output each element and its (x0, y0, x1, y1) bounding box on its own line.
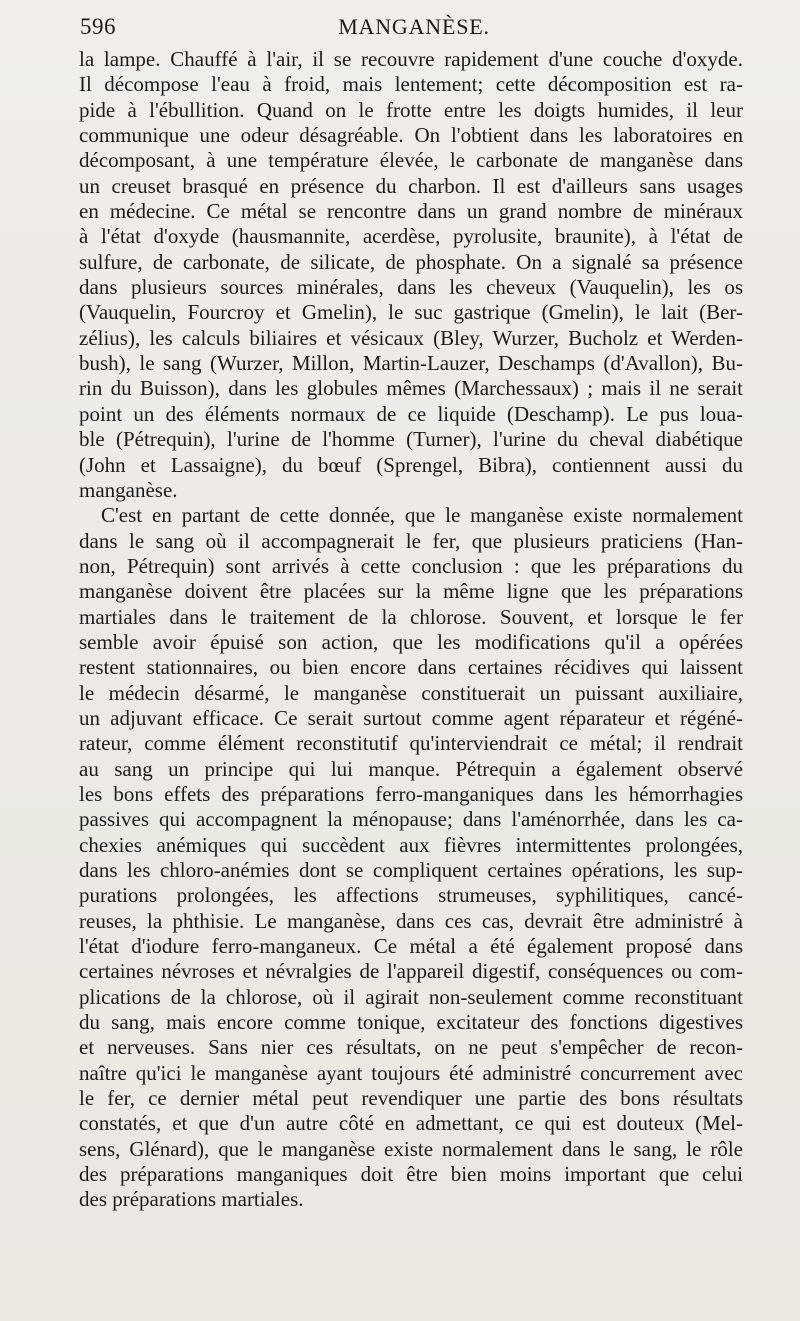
text-line: bush), le sang (Wurzer, Millon, Martin-Lauzer, Deschamps (d'Avallon), Bu- (79, 351, 743, 376)
text-line: naître qu'ici le manganèse ayant toujours été administré concurrement avec (79, 1060, 743, 1085)
text-line: dans plusieurs sources minérales, dans les cheveux (Vauquelin), les os (79, 275, 743, 300)
text-line: le médecin désarmé, le manganèse constituerait un puissant auxiliaire, (79, 680, 743, 705)
text-line: ble (Pétrequin), l'urine de l'homme (Turner), l'urine du cheval diabétique (79, 427, 743, 452)
text-line: le fer, ce dernier métal peut revendiquer une partie des bons résultats (79, 1086, 743, 1111)
text-line: passives qui accompagnent la ménopause; dans l'aménorrhée, dans les ca- (79, 807, 743, 832)
text-line: un creuset brasqué en présence du charbon. Il est d'ailleurs sans usages (79, 173, 743, 198)
text-line: reuses, la phthisie. Le manganèse, dans ces cas, devrait être administré à (79, 908, 743, 933)
text-line: plications de la chlorose, où il agirait non-seulement comme reconstituant (79, 984, 743, 1009)
text-line: certaines névroses et névralgies de l'appareil digestif, conséquences ou com- (79, 959, 743, 984)
text-line: non, Pétrequin) sont arrivés à cette conclusion : que les préparations du (79, 553, 743, 578)
text-line: à l'état d'oxyde (hausmannite, acerdèse, pyrolusite, braunite), à l'état de (79, 224, 743, 249)
text-line: chexies anémiques qui succèdent aux fièvres intermittentes prolongées, (79, 832, 743, 857)
text-line: point un des éléments normaux de ce liquide (Deschamp). Le pus loua- (79, 401, 743, 426)
text-line: sens, Glénard), que le manganèse existe normalement dans le sang, le rôle (79, 1136, 743, 1161)
text-line: en médecine. Ce métal se rencontre dans un grand nombre de minéraux (79, 199, 743, 224)
text-line: semble avoir épuisé son action, que les modifications qu'il a opérées (79, 629, 743, 654)
text-line: restent stationnaires, ou bien encore dans certaines récidives qui laissent (79, 655, 743, 680)
text-line: sulfure, de carbonate, de silicate, de phosphate. On a signalé sa présence (79, 249, 743, 274)
text-line: un adjuvant efficace. Ce serait surtout comme agent réparateur et régéné- (79, 705, 743, 730)
text-line: des préparations martiales. (79, 1187, 304, 1212)
text-line: la lampe. Chauffé à l'air, il se recouvre rapidement d'une couche d'oxyde. (79, 47, 743, 71)
text-line: constatés, et que d'un autre côté en admettant, ce qui est douteux (Mel- (79, 1111, 743, 1136)
text-line: (Vauquelin, Fourcroy et Gmelin), le suc gastrique (Gmelin), le lait (Ber- (79, 300, 743, 325)
text-line: communique une odeur désagréable. On l'obtient dans les laboratoires en (79, 123, 743, 148)
text-line: C'est en partant de cette donnée, que le manganèse existe normalement (101, 503, 743, 528)
text-line: dans le sang où il accompagnerait le fer, que plusieurs praticiens (Han- (79, 528, 743, 553)
page-header (80, 10, 748, 44)
text-line: dans les chloro-anémies dont se compliquent certaines opérations, les sup- (79, 858, 743, 882)
page-number: 596 (80, 14, 116, 39)
text-line: martiales dans le traitement de la chlorose. Souvent, et lorsque le fer (79, 604, 743, 629)
text-line: rin du Buisson), dans les globules mêmes (Marchessaux) ; mais il ne serait (79, 376, 743, 401)
running-title: MANGANÈSE. (338, 14, 490, 39)
text-line: manganèse. (79, 477, 178, 502)
text-line: zélius), les calculs biliaires et vésicaux (Bley, Wurzer, Bucholz et Werden- (79, 325, 743, 350)
text-line: rateur, comme élément reconstitutif qu'interviendrait ce métal; il rendrait (79, 731, 743, 756)
text-line: du sang, mais encore comme tonique, excitateur des fonctions digestives (79, 1010, 743, 1035)
text-line: au sang un principe qui lui manque. Pétrequin a également observé (79, 756, 743, 781)
text-line: l'état d'iodure ferro-manganeux. Ce métal a été également proposé dans (79, 934, 743, 959)
text-line: manganèse doivent être placées sur la même ligne que les préparations (79, 579, 743, 604)
text-line: pide à l'ébullition. Quand on le frotte entre les doigts humides, il leur (79, 97, 743, 122)
text-line: les bons effets des préparations ferro-manganiques dans les hémorrhagies (79, 781, 743, 806)
text-line: purations prolongées, les affections strumeuses, syphilitiques, cancé- (79, 883, 743, 908)
text-line: décomposant, à une température élevée, le carbonate de manganèse dans (79, 148, 743, 173)
paragraph (79, 47, 743, 503)
paragraph (79, 503, 743, 1213)
text-line: des préparations manganiques doit être bien moins important que celui (79, 1162, 743, 1187)
text-line: et nerveuses. Sans nier ces résultats, on ne peut s'empêcher de recon- (79, 1035, 743, 1060)
body-text (79, 47, 743, 1213)
text-line: Il décompose l'eau à froid, mais lentement; cette décomposition est ra- (79, 72, 743, 97)
text-line: (John et Lassaigne), du bœuf (Sprengel, Bibra), contiennent aussi du (79, 452, 743, 477)
